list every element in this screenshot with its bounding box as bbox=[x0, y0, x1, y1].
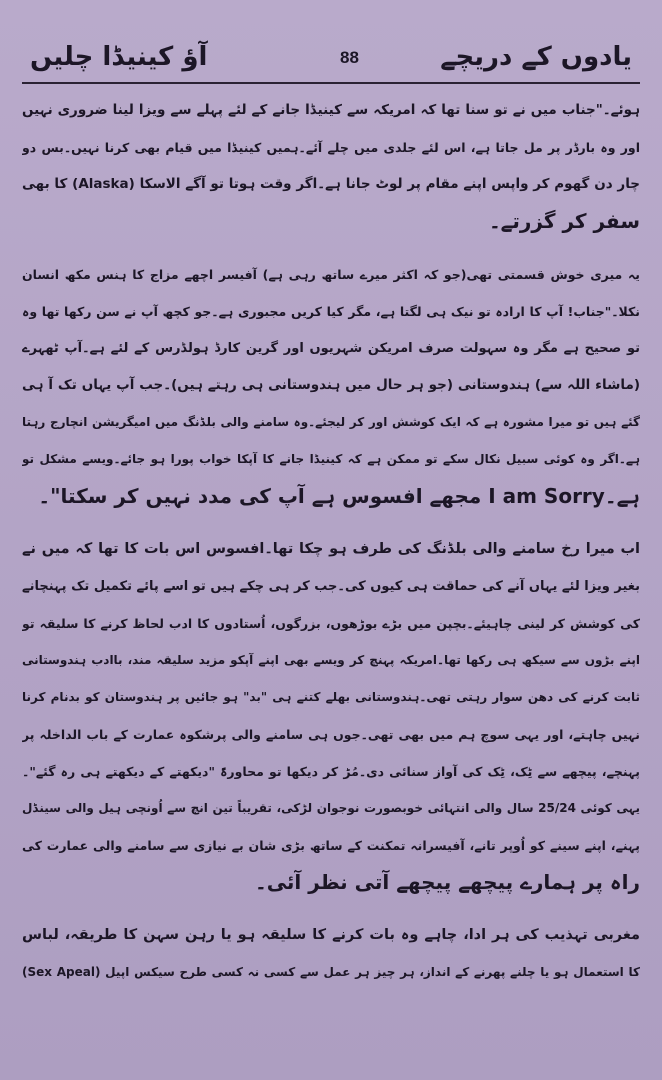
text-line: کا استعمال ہو یا چلنے پھرنے کے انداز، ہر چیز ہر عمل سے کسی نہ کسی طرح سیکس اپیل (Sex Apeal) bbox=[22, 965, 640, 979]
text-line: بغیر ویزا لئے یہاں آنے کی حماقت ہی کیوں کی۔جب کر ہی چکے ہیں تو اسے پائے تکمیل تک پہنچانے bbox=[22, 579, 640, 594]
text-line: ثابت کرنے کی دھن سوار رہتی تھی۔ہندوستانی بھلے کتنے ہی "بد" ہو جائیں پر ہندوستان کو بدنام کرنا bbox=[22, 690, 640, 704]
text-line: اور وہ بارڈر پر مل جاتا ہے، اس لئے جلدی میں چلے آئے۔ہمیں کینیڈا میں قیام بھی کرنا نہیں۔بس دو bbox=[22, 140, 640, 155]
running-title-left: آؤ کینیڈا چلیں bbox=[30, 42, 208, 72]
text-line: ہے۔اگر وہ کوئی سبیل نکال سکے تو ممکن ہے کہ کینیڈا جانے کا آپکا خواب پورا ہو جائے۔ویسے مشکل تو bbox=[22, 452, 640, 466]
text-line: چار دن گھوم کر واپس اپنے مقام پر لوٹ جانا ہے۔اگر وقت ہوتا تو آگے الاسکا (Alaska) کا بھی bbox=[22, 176, 640, 192]
text-line: اب میرا رخ سامنے والی بلڈنگ کی طرف ہو چکا تھا۔افسوس اس بات کا تھا کہ میں نے bbox=[22, 541, 640, 557]
text-line: (ماشاء اللہ سے) ہندوستانی (جو ہر حال میں ہندوستانی ہی رہتے ہیں)۔جب آپ یہاں تک آ ہی bbox=[22, 377, 640, 393]
text-line: کی کوشش کر لینی چاہیئے۔بچپن میں بڑے بوڑھوں، بزرگوں، اُستادوں کا ادب لحاظ کرنے کا سلیقہ تو bbox=[22, 616, 640, 631]
page-body bbox=[22, 84, 640, 991]
text-line: پہنچے، پیچھے سے ٹِک، ٹِک کی آواز سنائی دی۔مُڑ کر دیکھا تو محاورۃً "دیکھتے کے دیکھتے ہی رہ گئے"۔ bbox=[22, 764, 640, 779]
text-line: سفر کر گزرتے۔ bbox=[488, 209, 640, 233]
text-line: مغربی تہذیب کی ہر ادا، چاہے وہ بات کرنے کا سلیقہ ہو یا رہن سہن کا طریقہ، لباس bbox=[22, 927, 640, 943]
text-line: تو صحیح ہے مگر وہ سہولت صرف امریکن شہریوں اور گرین کارڈ ہولڈرس کے لئے ہے۔آپ ٹھہرے bbox=[22, 341, 640, 356]
paragraph bbox=[22, 531, 640, 901]
paragraph bbox=[22, 917, 640, 991]
running-title-right: یادوں کے دریچے bbox=[440, 42, 632, 72]
text-line: یہ میری خوش قسمتی تھی(جو کہ اکثر میرے ساتھ رہی ہے) آفیسر اچھے مزاج کا ہنس مکھ انسان bbox=[22, 267, 640, 282]
text-line: ہے۔I am Sorry مجھے افسوس ہے آپ کی مدد نہیں کر سکتا"۔ bbox=[38, 484, 640, 508]
text-line: ہوئے۔"جناب میں نے تو سنا تھا کہ امریکہ سے کینیڈا جانے کے لئے پہلے سے ویزا لینا ضروری نہیں bbox=[22, 102, 640, 118]
text-line: نہیں چاہتے، اور یہی سوچ ہم میں بھی تھی۔جوں ہی سامنے والی پرشکوہ عمارت کے باب الداخلہ پر bbox=[22, 727, 640, 742]
text-line: یہی کوئی 25/24 سال والی انتہائی خوبصورت نوجوان لڑکی، تقریباً تین انچ سے اُونچی ہیل والی سینڈل bbox=[22, 801, 640, 815]
text-line: نکلا۔"جناب! آپ کا ارادہ تو نیک ہی لگتا ہے، مگر کیا کریں مجبوری ہے۔جو کچھ آپ نے سن رکھا تھا وہ bbox=[22, 304, 640, 319]
page-header bbox=[22, 0, 640, 84]
page-number: 88 bbox=[340, 48, 359, 67]
paragraph bbox=[22, 256, 640, 515]
paragraph bbox=[22, 92, 640, 240]
text-line: اپنے بڑوں سے سیکھ ہی رکھا تھا۔امریکہ پہنچ کر ویسے بھی اپنے آپکو مزید سلیقہ مند، باادب ہندوستانی bbox=[22, 653, 640, 667]
text-line: گئے ہیں تو میرا مشورہ ہے کہ ایک کوشش اور کر لیجئے۔وہ سامنے والی بلڈنگ میں امیگریشن انچارج رہتا bbox=[22, 415, 640, 429]
text-line: پہنے، اپنے سینے کو اُوپر تانے، آفیسرانہ تمکنت کے ساتھ بڑی شان بے نیازی سے سامنے والی عمارت کی bbox=[22, 838, 640, 853]
text-line: راہ پر ہمارے پیچھے پیچھے آتی نظر آئی۔ bbox=[254, 870, 640, 894]
